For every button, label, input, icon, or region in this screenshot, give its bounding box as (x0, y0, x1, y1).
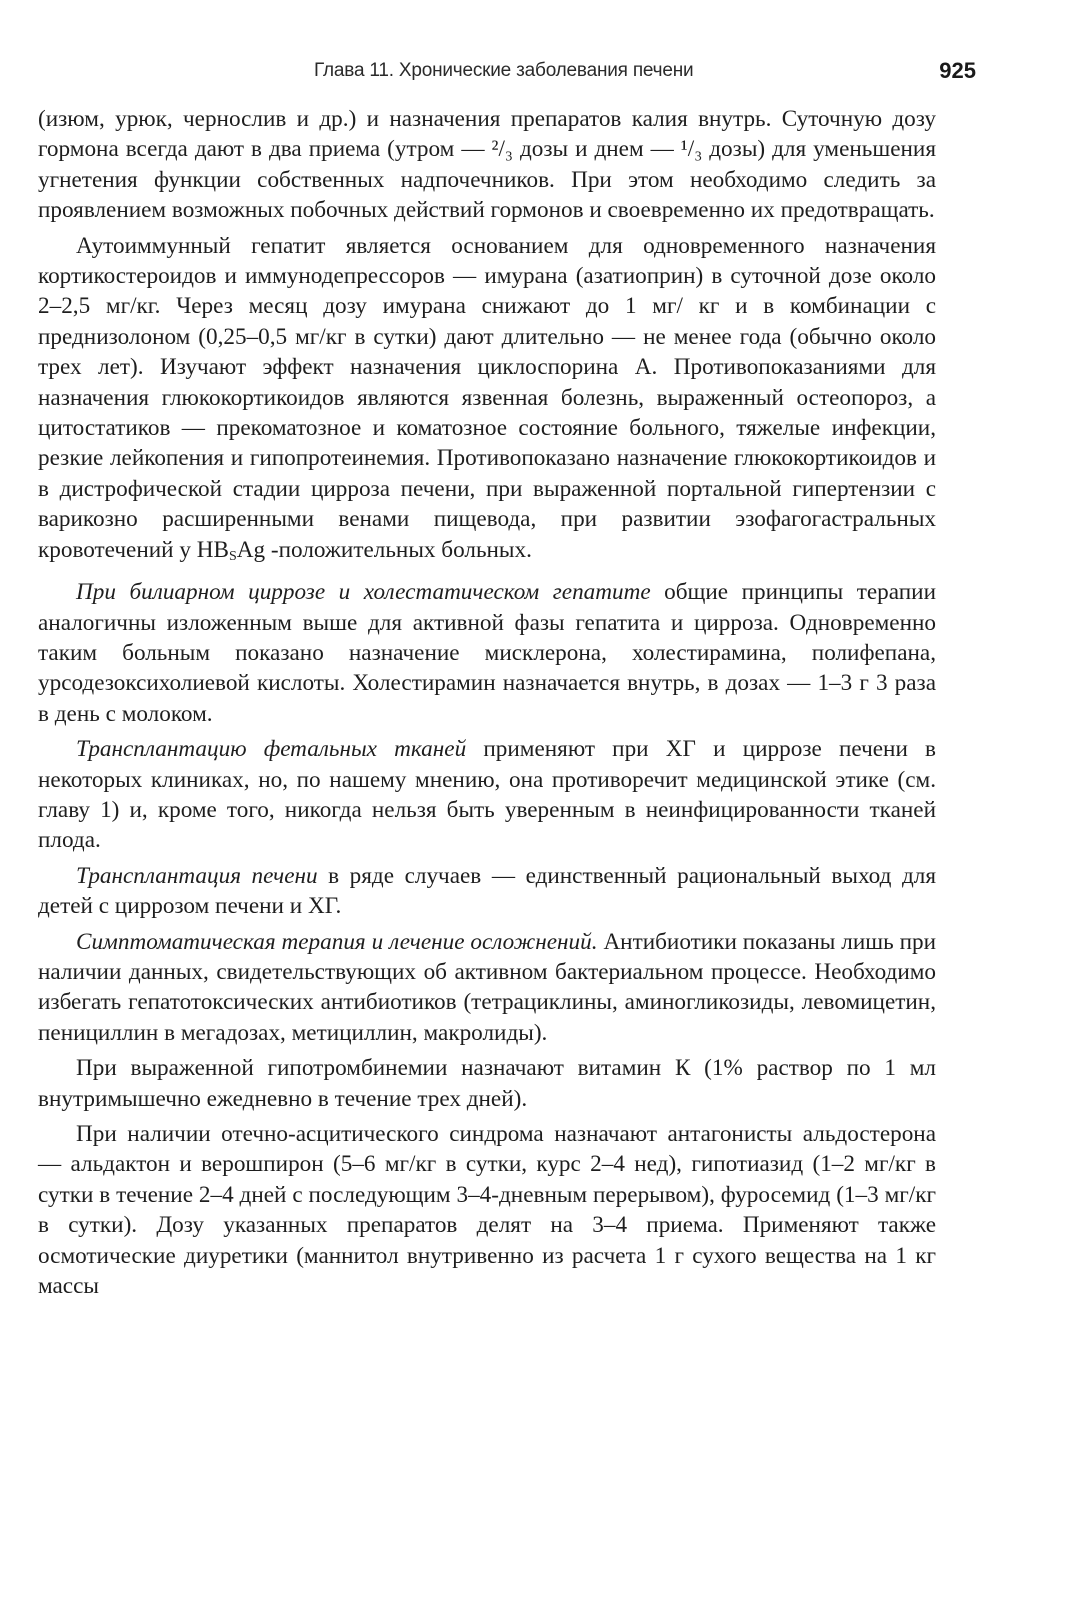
paragraph-text: При выраженной гипотромбинемии назначают витамин К (1% раствор по 1 мл внутримышечно ежедневно в течение трех дней). (38, 1055, 936, 1112)
paragraph-text: дозы и днем — (512, 136, 681, 163)
paragraph-text: применяют при ХГ и циррозе печени в некоторых клиниках, но, по нашему мнению, она противоречит медицинской этике (см. главу 1) и, кроме того, никогда нельзя быть уверенным в неинфицированности тканей плода. (38, 736, 936, 854)
chapter-title: Глава 11. Хронические заболевания печени (314, 60, 694, 81)
paragraph-text: (изюм, урюк, чернослив и др.) и назначения препаратов калия внутрь. Суточную дозу гормона всегда дают в два приема (утром — (38, 106, 936, 163)
paragraph-7 (38, 1053, 936, 1114)
italic-lead: Симптоматическая терапия и лечение осложнений. (76, 928, 598, 955)
paragraph-4 (38, 734, 936, 856)
fraction: ¹/₃ (680, 136, 703, 163)
paragraph-1 (38, 104, 936, 226)
text-body (38, 104, 936, 1306)
paragraph-text: Ag -положительных больных. (236, 536, 532, 563)
page-number: 925 (939, 58, 976, 83)
paragraph-text: Аутоиммунный гепатит является основанием для одновременного назначения кортикостероидов и иммунодепрессоров — имурана (азатиоприн) в суточной дозе около 2–2,5 мг/кг. Через месяц дозу имурана снижают до 1 мг/ кг и в комбинации с преднизолоном (0,25–0,5 мг/кг в сутки) дают длительно — не менее года (обычно около трех лет). Изучают эффект назначения циклоспорина А. Противопоказаниями для назначения глюкокортикоидов являются язвенная болезнь, выраженный остеопороз, а цитостатиков — прекоматозное и коматозное состояние больного, тяжелые инфекции, резкие лейкопения и гипопротеинемия. Противопоказано назначение глюкокортикоидов и в дистрофической стадии цирроза печени, при выраженной портальной гипертензии с варикозно расширенными венами пищевода, при развитии эзофагогастральных кровотечений у HB (38, 232, 936, 563)
italic-lead: Трансплантацию фетальных тканей (76, 736, 467, 763)
paragraph-2 (38, 231, 936, 572)
paragraph-text: в ряде случаев — единственный рациональный выход для детей с циррозом печени и ХГ. (38, 862, 936, 920)
fraction: ²/₃ (491, 136, 513, 163)
italic-lead: При билиарном циррозе и холестатическом гепатите (76, 579, 651, 606)
paragraph-text: общие принципы терапии аналогичны изложенным выше для активной фазы гепатита и цирроза. Одновременно таким больным показано назначение мисклерона, холестирамина, полифепана, урсодезоксихолиевой кислоты. Холестирамин назначается внутрь, в дозах — 1–3 г 3 раза в день с молоком. (38, 579, 936, 727)
paragraph-text: дозы) для уменьшения угнетения функции собственных надпочечников. При этом необходимо следить за проявлением возможных побочных действий гормонов и своевременно их предотвращать. (38, 136, 936, 224)
running-header (96, 60, 976, 90)
paragraph-5 (38, 861, 936, 922)
paragraph-3 (38, 577, 936, 729)
paragraph-text: Антибиотики показаны лишь при наличии данных, свидетельствующих об активном бактериальном процессе. Необходимо избегать гепатотоксических антибиотиков (тетрациклины, аминогликозиды, левомицетин, пенициллин в мегадозах, метициллин, макролиды). (38, 928, 936, 1046)
subscript: S (228, 548, 237, 564)
italic-lead: Трансплантация печени (76, 862, 318, 889)
paragraph-text: При наличии отечно-асцитического синдрома назначают антагонисты альдостерона — альдактон и верошпирон (5–6 мг/кг в сутки, курс 2–4 нед), гипотиазид (1–2 мг/кг в сутки в течение 2–4 дней с последующим 3–4-дневным перерывом), фуросемид (1–3 мг/кг в сутки). Дозу указанных препаратов делят на 3–4 приема. Применяют также осмотические диуретики (маннитол внутривенно из расчета 1 г сухого вещества на 1 кг массы (38, 1121, 936, 1300)
paragraph-6 (38, 927, 936, 1049)
paragraph-8 (38, 1119, 936, 1301)
